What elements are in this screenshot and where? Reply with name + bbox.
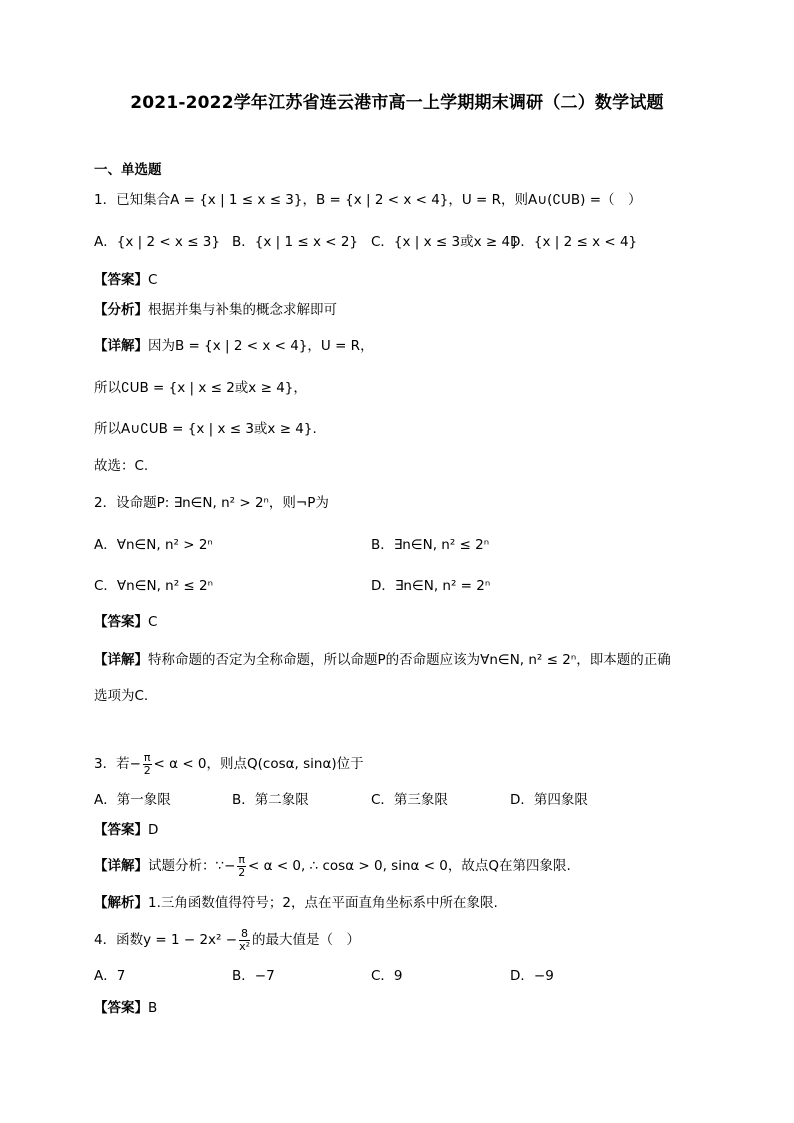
- q2-detail: [94, 650, 671, 670]
- q4-option-b: B．−7: [232, 968, 275, 984]
- q4-stem: [94, 926, 360, 954]
- detail-tag: 【详解】: [94, 652, 148, 668]
- detail-tag: 【详解】: [94, 858, 148, 874]
- q3-option-a: A．第一象限: [94, 792, 171, 808]
- q2-stem: 2．设命题P: ∃n∈N, n² > 2ⁿ，则¬P为: [94, 495, 329, 511]
- q3-detail-pre: 试题分析：∵−: [148, 858, 236, 874]
- q3-pi-fraction: [143, 752, 152, 777]
- answer-tag: 【答案】: [94, 272, 148, 288]
- q1-analysis-text: 根据并集与补集的概念求解即可: [148, 302, 337, 318]
- q2-option-b: B．∃n∈N, n² ≤ 2ⁿ: [371, 537, 490, 553]
- fraction-denominator: 2: [143, 763, 151, 777]
- detail-tag: 【详解】: [94, 338, 148, 354]
- q3-answer-value: D: [148, 822, 159, 838]
- q2-option-a: A．∀n∈N, n² > 2ⁿ: [94, 537, 213, 553]
- q4-option-a: A．7: [94, 968, 126, 984]
- fraction-denominator: 2: [238, 865, 246, 879]
- q4-answer-value: B: [148, 1000, 158, 1016]
- q1-stem: 1．已知集合A = {x | 1 ≤ x ≤ 3}，B = {x | 2 < x < 4}，U = R，则A∪(∁UB) =（ ）: [94, 192, 642, 208]
- q1-answer: [94, 270, 157, 290]
- fraction-denominator: x²: [239, 939, 250, 953]
- q4-option-d: D．−9: [510, 968, 554, 984]
- analysis-tag: 【分析】: [94, 302, 148, 318]
- q3-detail-post: < α < 0, ∴ cosα > 0, sinα < 0，故点Q在第四象限.: [248, 858, 571, 874]
- q4-fraction: [239, 928, 250, 953]
- q1-detail: [94, 336, 374, 356]
- q1-option-b: B．{x | 1 ≤ x < 2}: [232, 234, 359, 250]
- q2-detail-text: 特称命题的否定为全称命题，所以命题P的否命题应该为∀n∈N, n² ≤ 2ⁿ，即本题的正确: [148, 652, 671, 668]
- q1-option-c: C．{x | x ≤ 3或x ≥ 4}: [371, 234, 519, 250]
- section-heading: 一、单选题: [94, 162, 162, 178]
- answer-tag: 【答案】: [94, 822, 148, 838]
- q3-detail: [94, 852, 571, 880]
- q1-option-d: D．{x | 2 ≤ x < 4}: [510, 234, 638, 250]
- fraction-numerator: 8: [241, 926, 249, 940]
- q3-stem: [94, 750, 364, 778]
- q4-stem-post: 的最大值是（ ）: [251, 932, 360, 948]
- q3-jiexi-text: 1.三角函数值得符号；2，点在平面直角坐标系中所在象限.: [148, 895, 498, 911]
- answer-tag: 【答案】: [94, 614, 148, 630]
- q1-detail-text: 因为B = {x | 2 < x < 4}，U = R，: [148, 338, 374, 354]
- q3-answer: [94, 820, 158, 840]
- q2-option-c: C．∀n∈N, n² ≤ 2ⁿ: [94, 578, 213, 594]
- q3-jiexi: [94, 893, 498, 913]
- q3-option-c: C．第三象限: [371, 792, 448, 808]
- q1-option-a: A．{x | 2 < x ≤ 3}: [94, 234, 220, 250]
- fraction-numerator: π: [238, 852, 246, 866]
- page-title: 2021-2022学年江苏省连云港市高一上学期期末调研（二）数学试题: [130, 93, 664, 113]
- q3-option-d: D．第四象限: [510, 792, 588, 808]
- q1-choose: 故选：C.: [94, 458, 149, 474]
- fraction-numerator: π: [143, 750, 151, 764]
- q4-answer: [94, 998, 157, 1018]
- q3-stem-pre: 3．若−: [94, 756, 141, 772]
- q2-option-d: D．∃n∈N, n² = 2ⁿ: [371, 578, 491, 594]
- answer-tag: 【答案】: [94, 1000, 148, 1016]
- q3-option-b: B．第二象限: [232, 792, 309, 808]
- q1-analysis: [94, 300, 337, 320]
- q1-answer-value: C: [148, 272, 158, 288]
- q2-answer: [94, 612, 157, 632]
- q2-answer-value: C: [148, 614, 158, 630]
- q2-detail-2: 选项为C.: [94, 688, 149, 704]
- q3-stem-post: < α < 0，则点Q(cosα, sinα)位于: [153, 756, 364, 772]
- q3-detail-pi-fraction: [237, 854, 246, 879]
- jiexi-tag: 【解析】: [94, 895, 148, 911]
- q1-detail-3: 所以A∪∁UB = {x | x ≤ 3或x ≥ 4}.: [94, 421, 317, 437]
- q1-detail-2: 所以∁UB = {x | x ≤ 2或x ≥ 4}，: [94, 380, 307, 396]
- q4-stem-pre: 4．函数y = 1 − 2x² −: [94, 932, 238, 948]
- q4-option-c: C．9: [371, 968, 403, 984]
